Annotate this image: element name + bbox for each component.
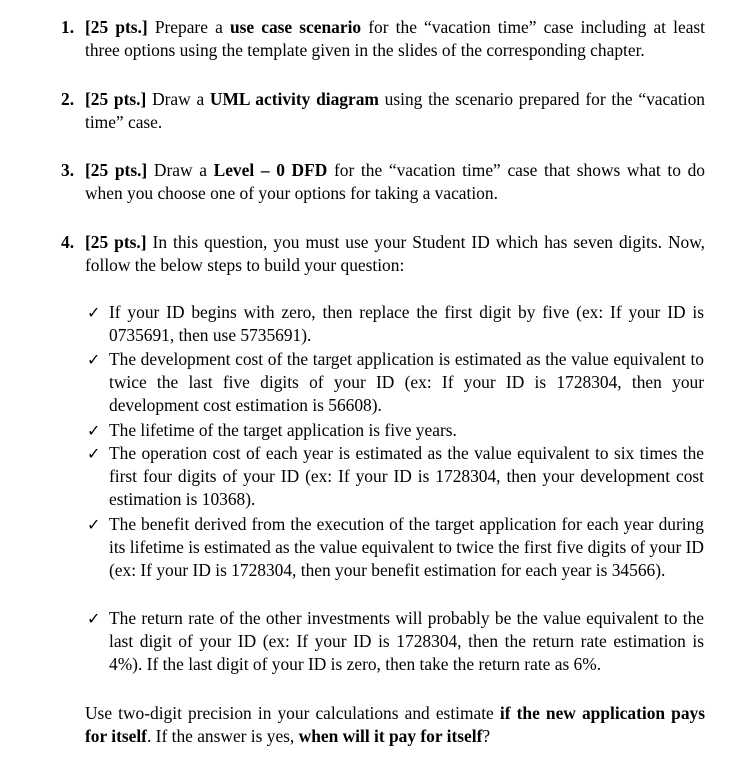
question-points: [25 pts.] [85, 89, 147, 109]
checklist-item [0, 348, 704, 417]
closing-keyword: if the new application pays for itself [85, 703, 705, 746]
question-text-part: using the scenario prepared for the “vacation time” case. [85, 89, 706, 132]
checkmark-icon: ✓ [87, 444, 101, 463]
question-number: 3. [61, 160, 75, 180]
checkmark-icon: ✓ [87, 421, 101, 440]
closing-text-part: ? [482, 726, 491, 746]
checklist-item [0, 301, 704, 347]
question-keyword: Level – 0 DFD [213, 160, 328, 180]
question-text-part: Prepare a [147, 17, 230, 37]
checklist-item-text: The benefit derived from the execution of the target application for each year during its lifetime is estimated as the value equivalent to twice the first five digits of your ID (ex: If your ID is 1728304, then your benefit estimation for each year is 34566). [109, 514, 704, 580]
question-text-part: Draw a [147, 160, 214, 180]
question-text-part: for the “vacation time” case including at least three options using the template given in the slides of the corresponding chapter. [85, 17, 706, 60]
question-text [85, 159, 705, 205]
checklist-item-text: The lifetime of the target application is five years. [109, 420, 457, 440]
checkmark-icon: ✓ [87, 350, 101, 369]
question-text-part: Draw a [146, 89, 210, 109]
question-keyword: use case scenario [229, 17, 362, 37]
question-number: 4. [61, 232, 75, 252]
question-points: [25 pts.] [85, 160, 148, 180]
closing-text-part: . If the answer is yes, [146, 726, 299, 746]
closing-instruction [85, 702, 705, 748]
checklist-item-text: The development cost of the target application is estimated as the value equivalent to twice the last five digits of your ID (ex: If your ID is 1728304, then your development cost estimation is 56608). [109, 349, 704, 415]
checkmark-icon: ✓ [87, 515, 101, 534]
closing-text-part: Use two-digit precision in your calculations and estimate [85, 703, 500, 723]
question-keyword: UML activity diagram [209, 89, 379, 109]
checklist-item-text: If your ID begins with zero, then replace the first digit by five (ex: If your ID is 0735691, then use 5735691). [109, 302, 704, 345]
checklist-item [0, 607, 704, 676]
question-text-part: for the “vacation time” case that shows what to do when you choose one of your options for taking a vacation. [85, 160, 706, 203]
checklist-item [0, 513, 704, 582]
question-text [85, 231, 705, 277]
question-points: [25 pts.] [85, 232, 147, 252]
checklist-item [0, 419, 704, 442]
checklist-item-text: The return rate of the other investments will probably be the value equivalent to the last digit of your ID (ex: If your ID is 1728304, then the return rate estimation is 4%). If the last digit of your ID is zero, then take the return rate as 6%. [109, 608, 704, 674]
checklist-item [0, 442, 704, 511]
question-points: [25 pts.] [85, 17, 148, 37]
checkmark-icon: ✓ [87, 609, 101, 628]
question-number: 2. [61, 89, 75, 109]
checkmark-icon: ✓ [87, 303, 101, 322]
question-text [85, 88, 705, 134]
checklist-item-text: The operation cost of each year is estimated as the value equivalent to six times the first four digits of your ID (ex: If your ID is 1728304, then your development cost estimation is 10368). [109, 443, 704, 509]
question-text-part: In this question, you must use your Student ID which has seven digits. Now, follow the below steps to build your question: [85, 232, 705, 275]
closing-keyword: when will it pay for itself [298, 726, 483, 746]
question-text [85, 16, 705, 62]
question-number: 1. [61, 17, 75, 37]
